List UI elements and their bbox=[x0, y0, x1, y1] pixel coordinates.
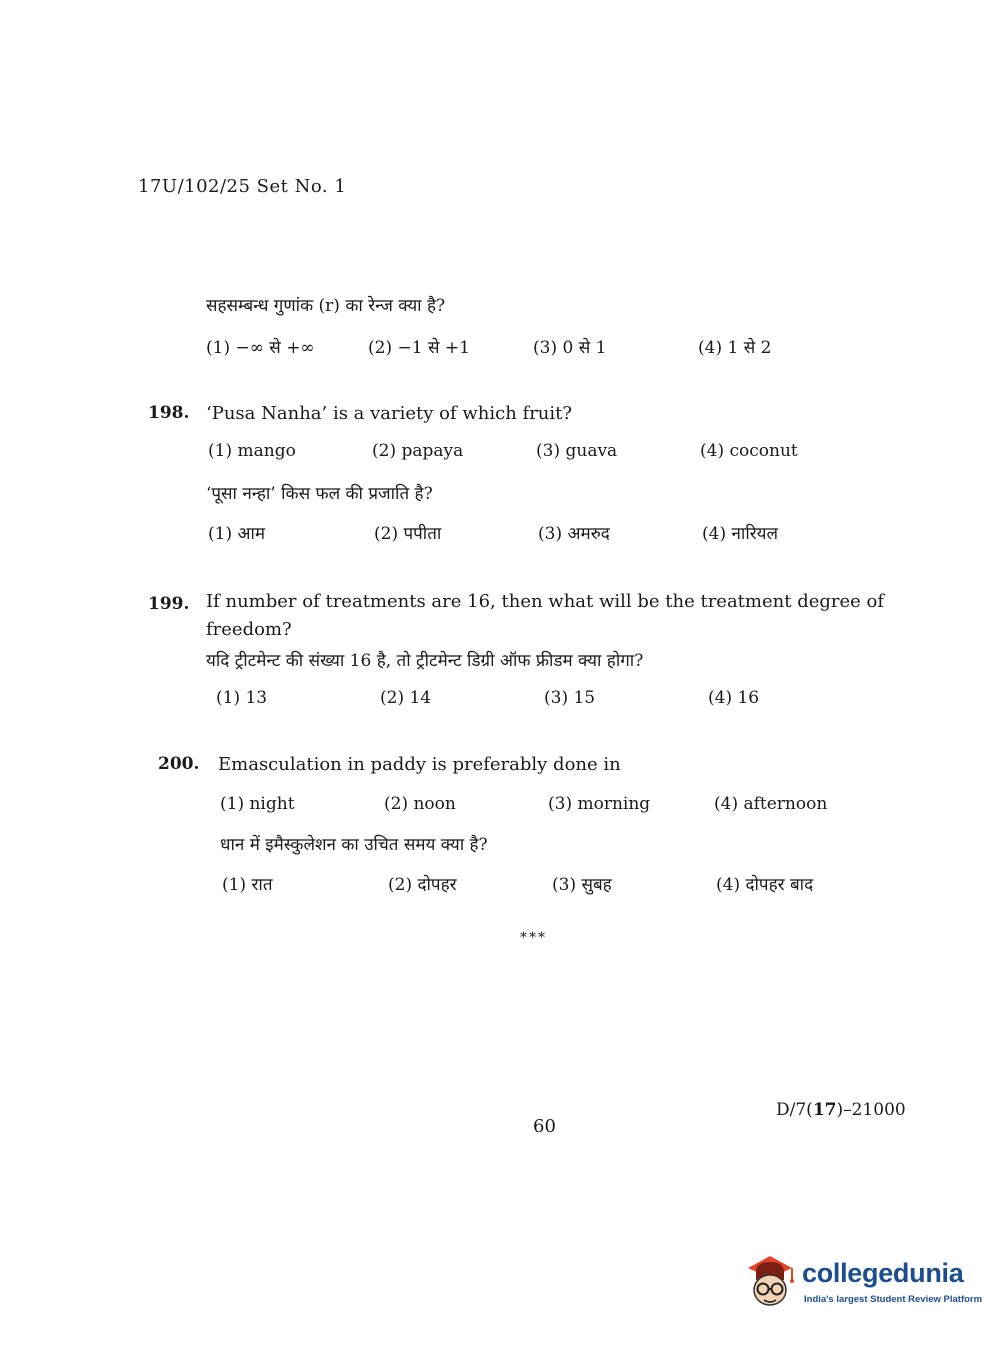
print-code bbox=[776, 1100, 906, 1120]
option-1: (1) mango bbox=[208, 441, 296, 461]
option-2: (2) 14 bbox=[380, 688, 432, 708]
paper-code: 17U/102/25 Set No. 1 bbox=[138, 176, 347, 197]
option-4: (4) coconut bbox=[700, 441, 798, 461]
question-number: 198. bbox=[148, 403, 190, 423]
print-code-suffix: )–21000 bbox=[836, 1100, 906, 1120]
option-3: (3) guava bbox=[536, 441, 618, 461]
brand-name: collegedunia bbox=[802, 1258, 964, 1288]
option-1: (1) 13 bbox=[216, 688, 268, 708]
print-code-prefix: D/7( bbox=[776, 1100, 813, 1120]
question-text: Emasculation in paddy is preferably done in bbox=[218, 754, 621, 775]
option-1: (1) −∞ से +∞ bbox=[206, 338, 315, 358]
options-row bbox=[220, 794, 900, 822]
brand-tagline: India's largest Student Review Platform bbox=[804, 1294, 983, 1305]
option-2-hindi: (2) दोपहर bbox=[388, 875, 457, 895]
question-text-hindi: ‘पूसा नन्हा’ किस फल की प्रजाति है? bbox=[206, 484, 433, 504]
option-2: (2) papaya bbox=[372, 441, 464, 461]
question-number: 199. bbox=[148, 594, 190, 614]
question-text-hindi: धान में इमैस्कुलेशन का उचित समय क्या है? bbox=[220, 835, 488, 855]
option-2: (2) noon bbox=[384, 794, 456, 814]
options-row bbox=[206, 335, 886, 363]
option-3: (3) 0 से 1 bbox=[533, 338, 607, 358]
mascot-icon bbox=[742, 1250, 800, 1314]
page-number: 60 bbox=[533, 1116, 556, 1137]
question-text: ‘Pusa Nanha’ is a variety of which fruit? bbox=[206, 403, 573, 424]
question-text-hindi: यदि ट्रीटमेन्ट की संख्या 16 है, तो ट्रीटमेन्ट डिग्री ऑफ फ्रीडम क्या होगा? bbox=[206, 651, 644, 671]
option-3: (3) morning bbox=[548, 794, 651, 814]
option-3-hindi: (3) सुबह bbox=[552, 875, 612, 895]
option-4: (4) 1 से 2 bbox=[698, 338, 772, 358]
collegedunia-logo[interactable] bbox=[742, 1248, 983, 1318]
options-row bbox=[206, 441, 886, 469]
question-197 bbox=[148, 293, 908, 373]
option-1: (1) night bbox=[220, 794, 295, 814]
print-code-bold: 17 bbox=[812, 1100, 837, 1120]
question-number: 200. bbox=[158, 754, 200, 774]
option-4: (4) 16 bbox=[708, 688, 760, 708]
options-row-hindi bbox=[206, 521, 886, 549]
options-row-hindi bbox=[222, 872, 902, 900]
options-row bbox=[206, 688, 886, 716]
option-2: (2) −1 से +1 bbox=[368, 338, 470, 358]
end-marker: *** bbox=[520, 930, 547, 946]
option-4: (4) afternoon bbox=[714, 794, 828, 814]
question-text: If number of treatments are 16, then what will be the treatment degree of freedom? bbox=[206, 591, 885, 640]
option-1-hindi: (1) रात bbox=[222, 875, 273, 895]
question-198 bbox=[148, 403, 908, 553]
option-4-hindi: (4) नारियल bbox=[702, 524, 779, 544]
question-text: सहसम्बन्ध गुणांक (r) का रेन्ज क्या है? bbox=[206, 296, 446, 316]
option-2-hindi: (2) पपीता bbox=[374, 524, 442, 544]
option-4-hindi: (4) दोपहर बाद bbox=[716, 875, 814, 895]
option-3-hindi: (3) अमरुद bbox=[538, 524, 610, 544]
option-1-hindi: (1) आम bbox=[208, 524, 266, 544]
question-199 bbox=[148, 588, 908, 723]
question-200 bbox=[148, 754, 908, 904]
option-3: (3) 15 bbox=[544, 688, 596, 708]
